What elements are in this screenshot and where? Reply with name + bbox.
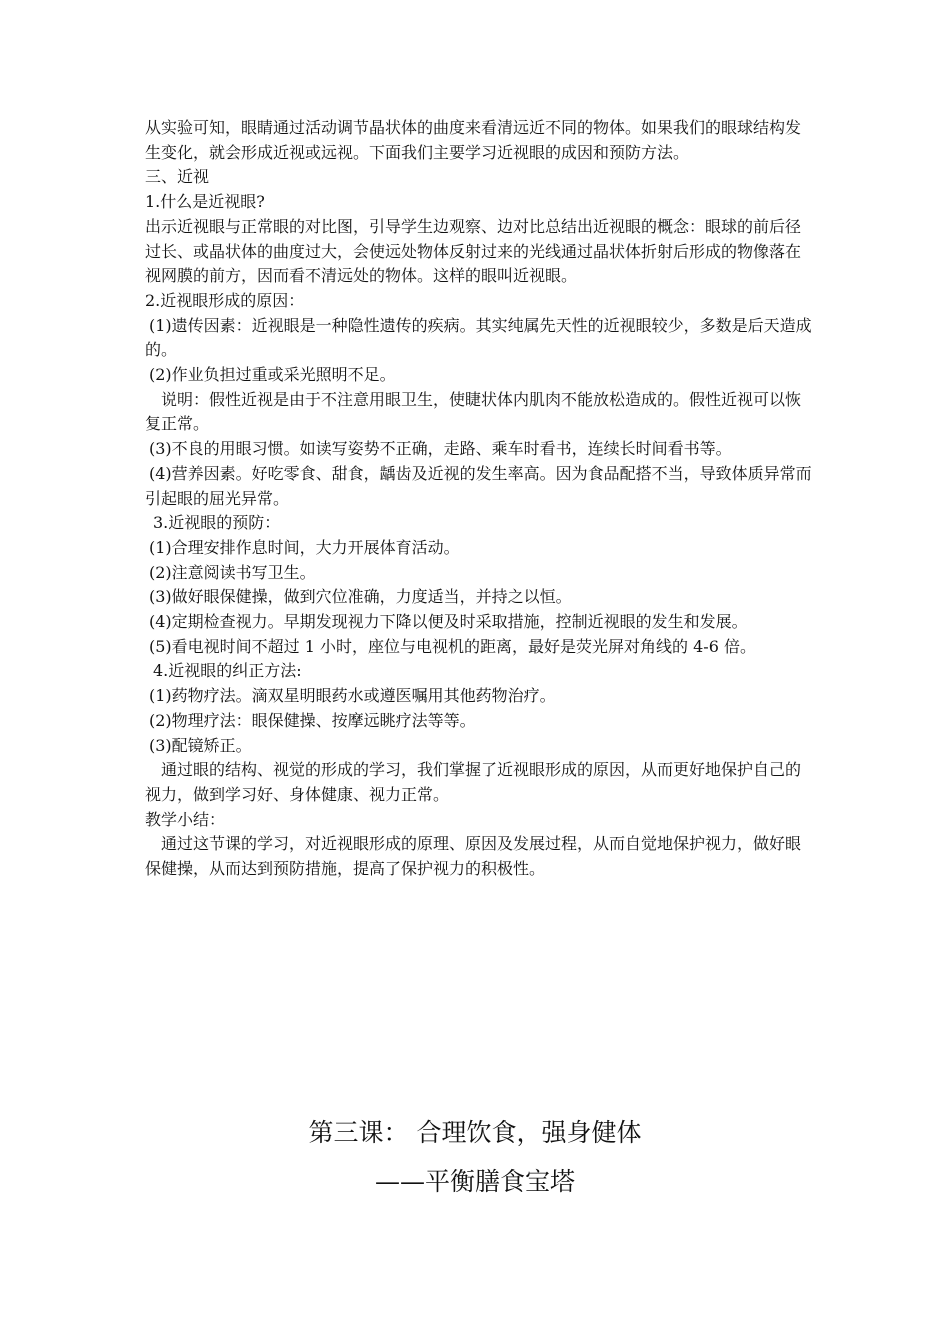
- cause-item-1: (1)遗传因素：近视眼是一种隐性遗传的疾病。其实纯属先天性的近视眼较少，多数是后天造成的。: [145, 315, 812, 360]
- cause-item-2: (2)作业负担过重或采光照明不足。: [149, 365, 396, 385]
- body-text: [145, 116, 813, 882]
- subheading-summary: 教学小结：: [145, 809, 226, 829]
- prevention-item-2: (2)注意阅读书写卫生。: [149, 562, 316, 582]
- correction-item-1: (1)药物疗法。滴双星明眼药水或遵医嘱用其他药物治疗。: [149, 686, 556, 706]
- cause-note: 说明：假性近视是由于不注意用眼卫生，使睫状体内肌肉不能放松造成的。假性近视可以恢复正常。: [145, 389, 802, 434]
- paragraph-summary: 通过这节课的学习，对近视眼形成的原理、原因及发展过程，从而自觉地保护视力，做好眼保健操，从而达到预防措施，提高了保护视力的积极性。: [145, 834, 802, 879]
- cause-item-3: (3)不良的用眼习惯。如读写姿势不正确，走路、乘车时看书，连续长时间看书等。: [149, 439, 732, 459]
- cause-item-4: (4)营养因素。好吃零食、甜食，龋齿及近视的发生率高。因为食品配搭不当，导致体质异常而引起眼的屈光异常。: [145, 463, 812, 508]
- prevention-item-1: (1)合理安排作息时间，大力开展体育活动。: [149, 537, 460, 557]
- correction-item-3: (3)配镜矫正。: [149, 735, 252, 755]
- paragraph-intro: 从实验可知，眼睛通过活动调节晶状体的曲度来看清远近不同的物体。如果我们的眼球结构发生变化，就会形成近视或远视。下面我们主要学习近视眼的成因和预防方法。: [145, 118, 802, 162]
- prevention-item-4: (4)定期检查视力。早期发现视力下降以便及时采取措施，控制近视眼的发生和发展。: [149, 612, 748, 632]
- paragraph-definition: 出示近视眼与正常眼的对比图，引导学生边观察、边对比总结出近视眼的概念：眼球的前后径过长、或晶状体的曲度过大，会使远处物体反射过来的光线通过晶状体折射后形成的物像落在视网膜的前方，因而看不清远处的物体。这样的眼叫近视眼。: [145, 216, 802, 286]
- correction-item-2: (2)物理疗法：眼保健操、按摩远眺疗法等等。: [149, 710, 476, 730]
- section-heading-myopia: 三、近视: [145, 167, 210, 187]
- lesson-subtitle: ——平衡膳食宝塔: [374, 1167, 575, 1196]
- paragraph-conclusion: 通过眼的结构、视觉的形成的学习，我们掌握了近视眼形成的原因，从而更好地保护自己的视力，做到学习好、身体健康、视力正常。: [145, 760, 802, 804]
- subheading-correction: 4.近视眼的纠正方法:: [153, 661, 302, 681]
- prevention-item-3: (3)做好眼保健操，做到穴位准确，力度适当，并持之以恒。: [149, 587, 572, 607]
- prevention-item-5: (5)看电视时间不超过 1 小时，座位与电视机的距离，最好是荧光屏对角线的 4-6 倍。: [149, 636, 756, 656]
- subheading-causes: 2.近视眼形成的原因：: [145, 290, 305, 310]
- subheading-prevention: 3.近视眼的预防：: [153, 513, 281, 533]
- lesson-title: 第三课： 合理饮食，强身健体: [308, 1118, 642, 1147]
- subheading-what-is-myopia: 1.什么是近视眼?: [145, 192, 265, 212]
